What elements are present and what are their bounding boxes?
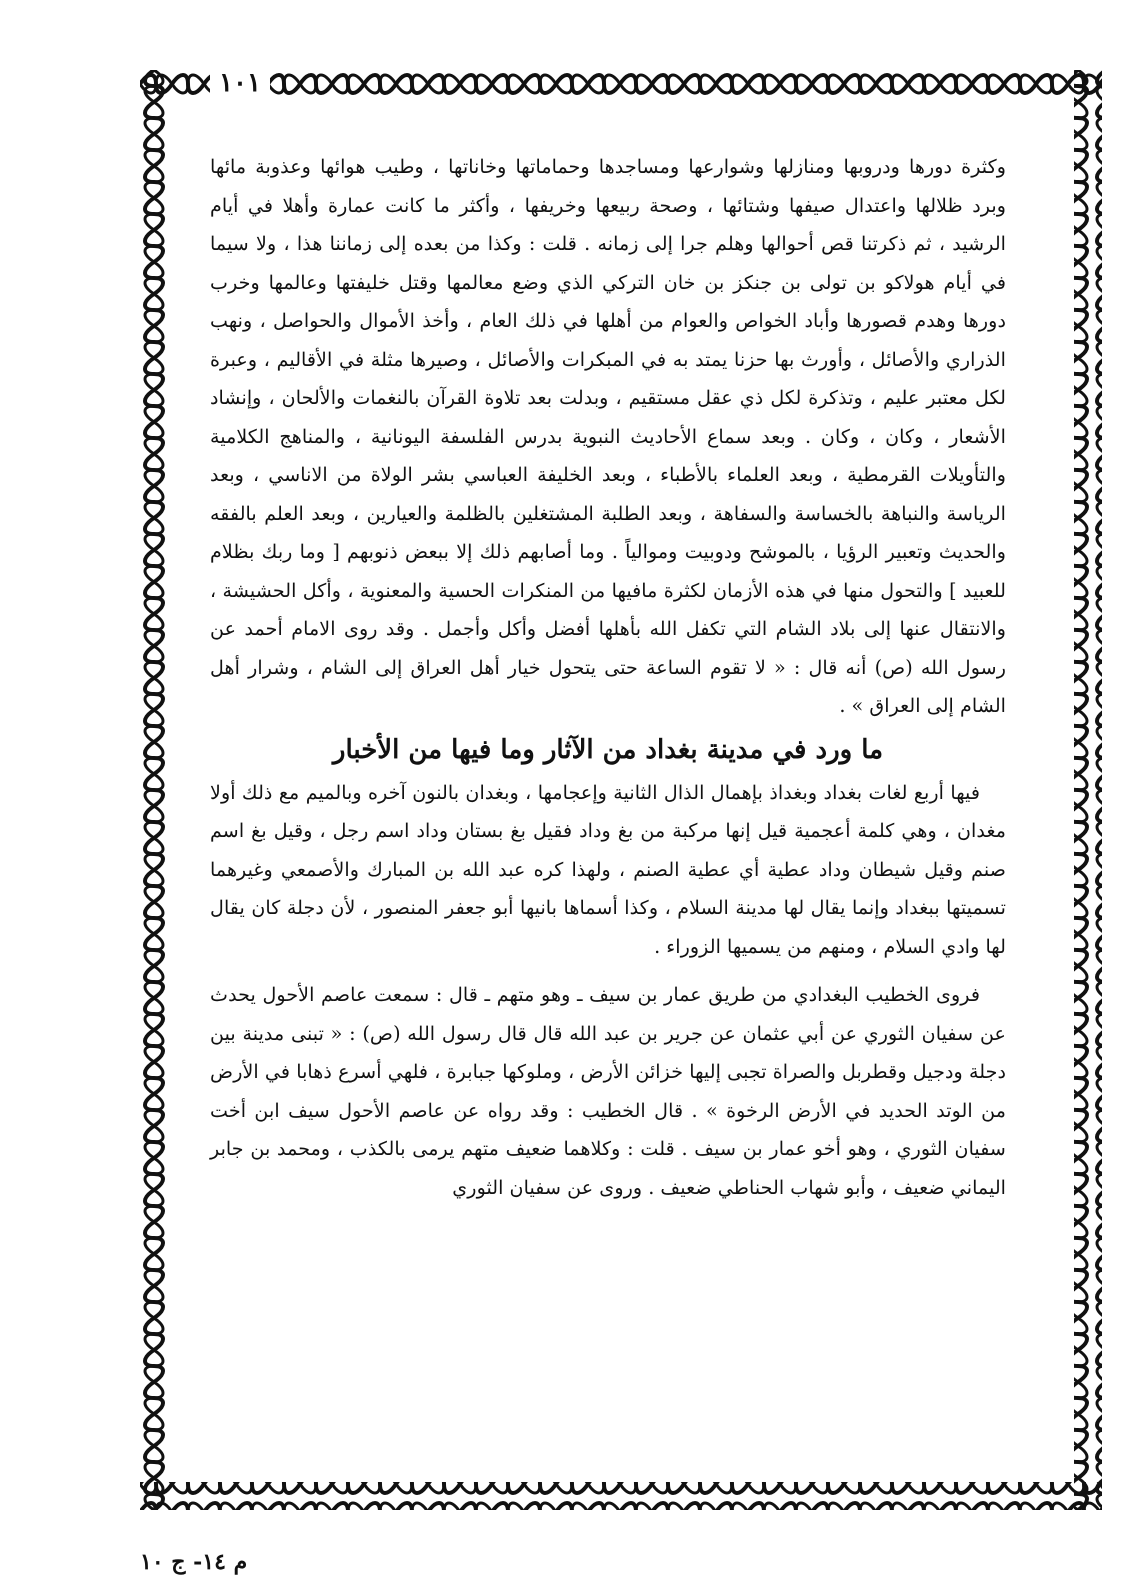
signature-mark: م ١٤- ج ١٠ (140, 1549, 248, 1575)
paragraph-2: فيها أربع لغات بغداد وبغداذ بإهمال الذال الثانية وإعجامها ، وبغدان بالنون آخره وبالميم مع ذلك أولا مغدان ، وهي كلمة أعجمية قيل إنها مركبة من بغ وداد فقيل بغ بستان وداد اسم رجل ، وقيل بغ اسم صنم وقيل شيطان وداد عطية أي عطية الصنم ، ولهذا كره عبد الله بن المبارك والأصمعي وغيرهما تسميتها ببغداد وإنما يقال لها مدينة السلام ، وكذا أسماها بانيها أبو جعفر المنصور ، لأن دجلة كان يقال لها وادي السلام ، ومنهم من يسميها الزوراء . (210, 780, 1006, 958)
section-heading: ما ورد في مدينة بغداد من الآثار وما فيها من الأخبار (332, 734, 884, 765)
page-number: ١٠١ (210, 66, 270, 100)
paragraph-3: فروى الخطيب البغدادي من طريق عمار بن سيف ـ وهو متهم ـ قال : سمعت عاصم الأحول يحدث عن سفيان الثوري عن أبي عثمان عن جرير بن عبد الله قال قال رسول الله (ص) : « تبنى مدينة بين دجلة ودجيل وقطربل والصراة تجبى إليها خزائن الأرض ، وملوكها جبابرة ، فلهي أسرع ذهابا في الأرض من الوتد الحديد في الأرض الرخوة » . قال الخطيب : وقد رواه عن عاصم الأحول سيف ابن أخت سفيان الثوري ، وهو أخو عمار بن سيف . قلت : وكلاهما ضعيف متهم يرمى بالكذب ، ومحمد بن جابر اليماني ضعيف ، وأبو شهاب الحناطي ضعيف . وروى عن سفيان الثوري (210, 983, 1006, 1199)
page-body (210, 148, 1006, 1458)
paragraph-1: وكثرة دورها ودروبها ومنازلها وشوارعها ومساجدها وحماماتها وخاناتها ، وطيب هوائها وعذوبة مائها وبرد ظلالها واعتدال صيفها وشتائها ، وصحة ربيعها وخريفها ، وأكثر ما كانت عمارة وأهلا في أيام الرشيد ، ثم ذكرتنا قص أحوالها وهلم جرا إلى زمانه . قلت : وكذا من بعده إلى زماننا هذا ، ولا سيما في أيام هولاكو بن تولى بن جنكز بن خان التركي الذي وضع معالمها وقتل خليفتها وعالمها وخرب دورها وهدم قصورها وأباد الخواص والعوام من أهلها في ذلك العام ، وأخذ الأموال والحواصل ، ونهب الذراري والأصائل ، وأورث بها حزنا يمتد به في المبكرات والأصائل ، وصيرها مثلة في الأقاليم ، وعبرة لكل معتبر عليم ، وتذكرة لكل ذي عقل مستقيم ، وبدلت بعد تلاوة القرآن بالنغمات والألحان ، وإنشاد الأشعار ، وكان ، وكان . وبعد سماع الأحاديث النبوية بدرس الفلسفة اليونانية ، والمناهج الكلامية والتأويلات القرمطية ، وبعد العلماء بالأطباء ، وبعد الخليفة العباسي بشر الولاة من الاناسي ، وبعد الرياسة والنباهة بالخساسة والسفاهة ، وبعد الطلبة المشتغلين بالظلمة والعيارين ، وبعد العلم بالفقه والحديث وتعبير الرؤيا ، بالموشح ودوبيت وموالياً . وما أصابهم ذلك إلا ببعض ذنوبهم [ وما ربك بظلام للعبيد ] والتحول منها في هذه الأزمان لكثرة مافيها من المنكرات الحسية والمعنوية ، وأكل الحشيشة ، والانتقال عنها إلى بلاد الشام التي تكفل الله بأهلها أفضل وأكل وأجمل . وقد روى الامام أحمد عن رسول الله (ص) أنه قال : « لا تقوم الساعة حتى يتحول خيار أهل العراق إلى الشام ، وشرار أهل الشام إلى العراق » . (210, 155, 1006, 717)
